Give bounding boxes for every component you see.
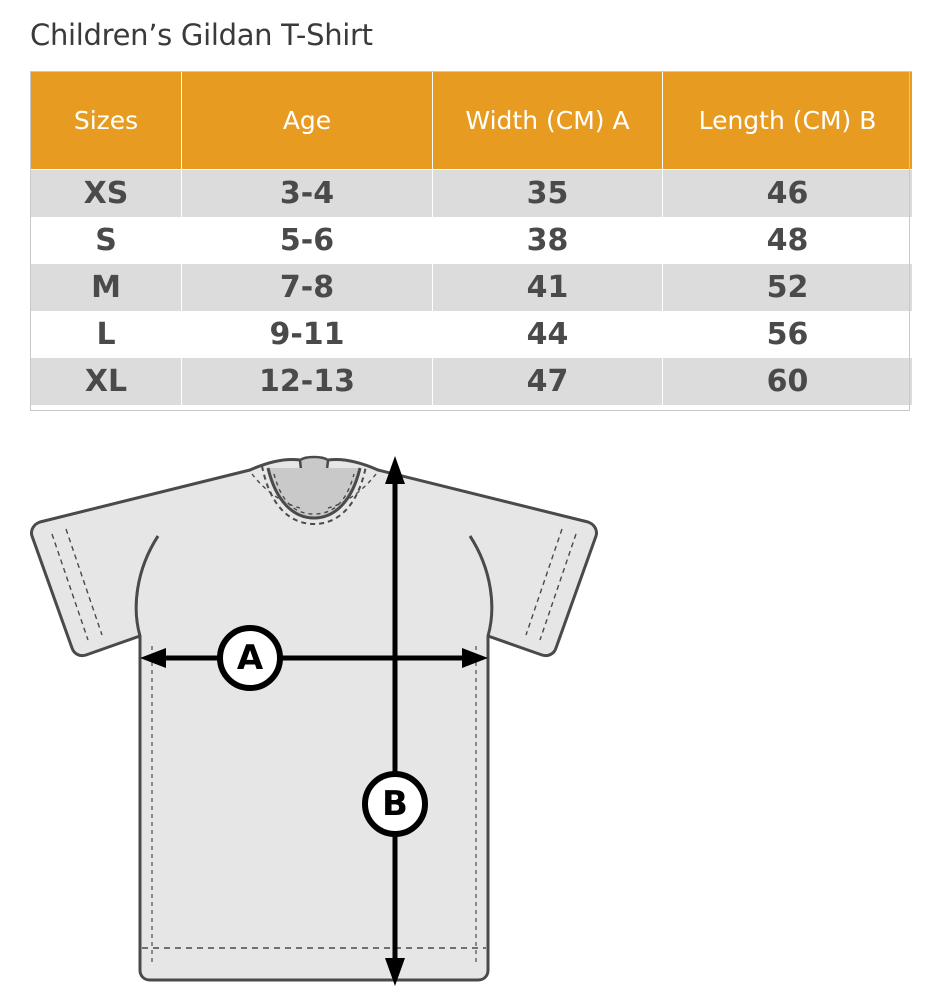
table-row (31, 264, 913, 311)
cell-width: 38 (433, 217, 663, 264)
column-header-age: Age (182, 72, 433, 170)
cell-length: 52 (663, 264, 913, 311)
cell-width: 47 (433, 358, 663, 405)
size-chart-table (30, 71, 913, 405)
cell-length: 56 (663, 311, 913, 358)
tshirt-measurement-diagram (0, 430, 940, 1007)
cell-size: XL (31, 358, 182, 405)
cell-age: 5-6 (182, 217, 433, 264)
length-marker-label: B (382, 784, 408, 824)
table-row (31, 358, 913, 405)
table-header-row (31, 72, 913, 170)
width-marker-label: A (236, 638, 264, 678)
cell-age: 3-4 (182, 170, 433, 218)
cell-size: S (31, 217, 182, 264)
cell-age: 9-11 (182, 311, 433, 358)
cell-age: 12-13 (182, 358, 433, 405)
table-row (31, 311, 913, 358)
tshirt-illustration-icon (31, 457, 596, 980)
cell-size: XS (31, 170, 182, 218)
cell-width: 41 (433, 264, 663, 311)
column-header-length: Length (CM) B (663, 72, 913, 170)
cell-age: 7-8 (182, 264, 433, 311)
cell-length: 60 (663, 358, 913, 405)
cell-size: M (31, 264, 182, 311)
cell-length: 48 (663, 217, 913, 264)
table-header (31, 72, 913, 170)
cell-size: L (31, 311, 182, 358)
cell-length: 46 (663, 170, 913, 218)
table-row (31, 217, 913, 264)
column-header-sizes: Sizes (31, 72, 182, 170)
table-row (31, 170, 913, 218)
page-title: Children’s Gildan T-Shirt (30, 18, 373, 52)
column-header-width: Width (CM) A (433, 72, 663, 170)
cell-width: 35 (433, 170, 663, 218)
table-body (31, 170, 913, 406)
cell-width: 44 (433, 311, 663, 358)
